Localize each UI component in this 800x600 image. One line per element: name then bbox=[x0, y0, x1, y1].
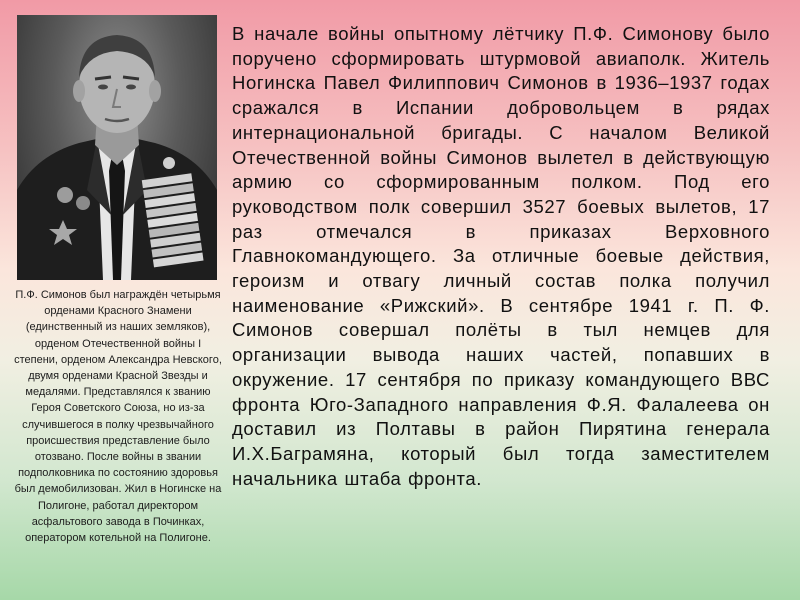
biography-text: В начале войны опытному лётчику П.Ф. Симонову было поручено сформировать штурмовой авиаполк. Житель Ногинска Павел Филиппович Симонов в 1936–1937 годах сражался в Испании добровольцем в рядах интернациональной бригады. С началом Великой Отечественной войны Симонов вылетел в действующую армию со сформированным полком. Под его руководством полк совершил 3527 боевых вылетов, 17 раз отмечался в приказах Верховного Главнокомандующего. За отличные боевые действия, героизм и отвагу личный состав полка получил наименование «Рижский». В сентябре 1941 г. П. Ф. Симонов совершал полёты в тыл немцев для организации вывода наших частей, попавших в окружение. 17 сентября по приказу командующего ВВС фронта Юго-Западного направления Ф.Я. Фалалеева он доставил из Полтавы в район Пирятина генерала И.Х.Баграмяна, который был тогда заместителем начальника штаба фронта. bbox=[232, 23, 770, 489]
photo-caption: П.Ф. Симонов был награждён четырьмя орденами Красного Знамени (единственный из наших земляков), орденом Отечественной войны I степени, орденом Александра Невского, двумя орденами Красной Звезды и медалями. Представлялся к званию Героя Советского Союза, но из-за случившегося в полку чрезвычайного происшествия представление было отозвано. После войны в звании подполковника по состоянию здоровья был демобилизован. Жил в Ногинске на Полигоне, работал директором асфальтового завода в Починках, оператором котельной на Полигоне. bbox=[14, 289, 222, 545]
portrait-illustration bbox=[17, 15, 217, 280]
portrait-photo bbox=[17, 15, 217, 280]
